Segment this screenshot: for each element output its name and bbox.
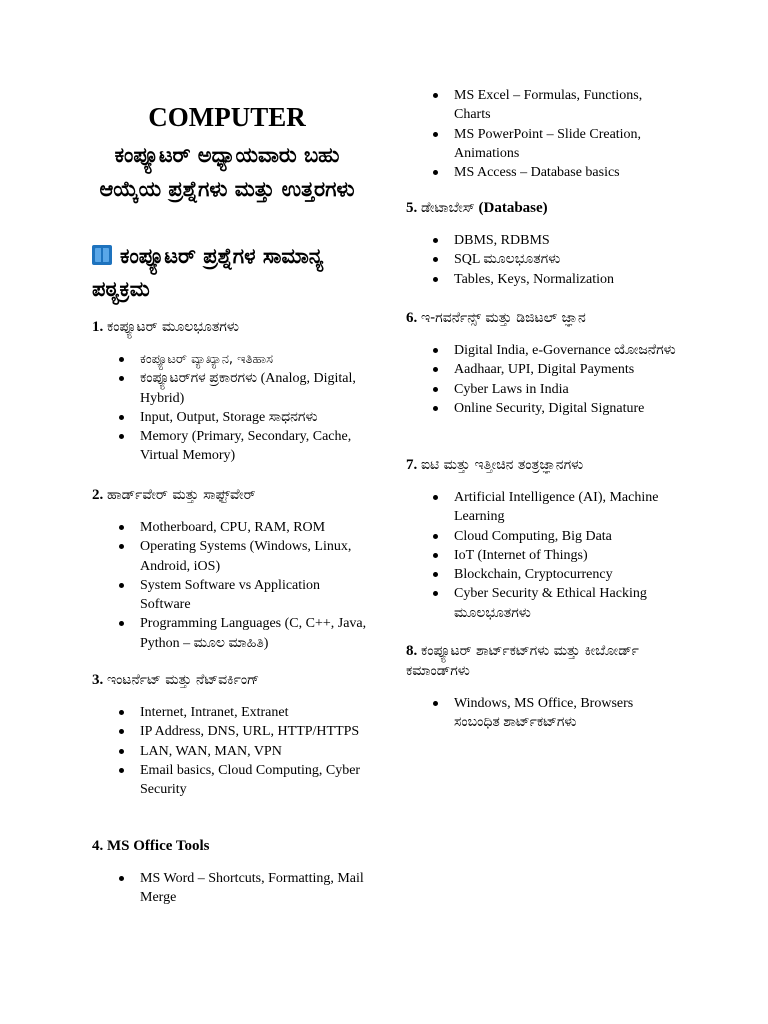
list-item: Input, Output, Storage ಸಾಧನಗಳು [140, 408, 367, 427]
list-item: Motherboard, CPU, RAM, ROM [140, 518, 367, 537]
section-list [92, 350, 367, 466]
list-item: System Software vs Application Software [140, 576, 367, 615]
list-item: SQL ಮೂಲಭೂತಗಳು [454, 250, 681, 269]
list-item: Email basics, Cloud Computing, Cyber Security [140, 761, 367, 800]
section-list [92, 869, 367, 908]
list-item: Cyber Security & Ethical Hacking ಮೂಲಭೂತಗಳು [454, 584, 681, 623]
section-title [92, 317, 367, 337]
section-4 [92, 836, 367, 908]
section-title-text: ಹಾರ್ಡ್‌ವೇರ್ ಮತ್ತು ಸಾಫ್ಟ್‌ವೇರ್ [107, 487, 256, 503]
document-title: COMPUTER [148, 102, 306, 132]
list-item: Aadhaar, UPI, Digital Payments [454, 360, 681, 379]
list-item: MS Excel – Formulas, Functions, Charts [454, 86, 681, 125]
section-number: 8. [406, 643, 418, 659]
section-title [92, 485, 367, 505]
section-number: 5. [406, 200, 418, 216]
section-title-text: ಡೇಟಾಬೇಸ್ [421, 200, 475, 216]
list-item: Digital India, e-Governance ಯೋಜನೆಗಳು [454, 341, 681, 360]
section-title [92, 670, 367, 690]
list-item: Programming Languages (C, C++, Java, Python – ಮೂಲ ಮಾಹಿತಿ) [140, 614, 367, 653]
syllabus-heading [92, 240, 372, 306]
syllabus-heading-text: ಕಂಪ್ಯೂಟರ್ ಪ್ರಶ್ನೆಗಳ ಸಾಮಾನ್ಯ ಪಠ್ಯಕ್ರಮ [92, 244, 324, 301]
section-title-text: ಇ-ಗವರ್ನೆನ್ಸ್ ಮತ್ತು ಡಿಜಿಟಲ್ ಜ್ಞಾನ [421, 310, 586, 326]
section-title [92, 836, 367, 856]
section-list [406, 231, 681, 289]
section-5 [406, 198, 681, 289]
section-number: 4. [92, 838, 104, 854]
section-number: 6. [406, 310, 418, 326]
section-list [406, 488, 681, 623]
section-title-text: ಕಂಪ್ಯೂಟರ್ ಮೂಲಭೂತಗಳು [107, 319, 239, 335]
list-item: ಕಂಪ್ಯೂಟರ್‌ಗಳ ಪ್ರಕಾರಗಳು (Analog, Digital, Hybrid) [140, 369, 367, 408]
section-number: 7. [406, 457, 418, 473]
section-title [406, 641, 666, 681]
section-4-continued [406, 86, 681, 182]
list-item: IP Address, DNS, URL, HTTP/HTTPS [140, 722, 367, 741]
section-title-extra: (Database) [478, 200, 548, 216]
section-8 [406, 641, 681, 733]
section-list [406, 341, 681, 418]
section-title-text: MS Office Tools [107, 838, 210, 854]
section-title [406, 455, 681, 475]
section-list [92, 703, 367, 799]
document-subtitle: ಕಂಪ್ಯೂಟರ್ ಅಧ್ಯಾಯವಾರು ಬಹು ಆಯ್ಕೆಯ ಪ್ರಶ್ನೆಗಳು ಮತ್ತು ಉತ್ತರಗಳು [99, 143, 355, 201]
list-item: Tables, Keys, Normalization [454, 270, 681, 289]
section-list [406, 86, 681, 182]
list-item: Memory (Primary, Secondary, Cache, Virtual Memory) [140, 427, 367, 466]
section-list [406, 694, 681, 733]
list-item: Online Security, Digital Signature [454, 399, 681, 418]
section-list [92, 518, 367, 653]
list-item: Cyber Laws in India [454, 380, 681, 399]
section-7 [406, 455, 681, 623]
section-6 [406, 308, 681, 418]
section-2 [92, 485, 367, 653]
section-title [406, 198, 681, 218]
list-item: DBMS, RDBMS [454, 231, 681, 250]
list-item: LAN, WAN, MAN, VPN [140, 742, 367, 761]
section-3 [92, 670, 367, 799]
list-item: Blockchain, Cryptocurrency [454, 565, 681, 584]
section-number: 1. [92, 319, 104, 335]
list-item: MS Word – Shortcuts, Formatting, Mail Merge [140, 869, 367, 908]
list-item: Windows, MS Office, Browsers ಸಂಬಂಧಿತ ಶಾರ್ಟ್‌ಕಟ್‌ಗಳು [454, 694, 681, 733]
section-number: 3. [92, 672, 104, 688]
section-title-text: ಇಂಟರ್ನೆಟ್ ಮತ್ತು ನೆಟ್‌ವರ್ಕಿಂಗ್ [107, 672, 260, 688]
list-item: Internet, Intranet, Extranet [140, 703, 367, 722]
section-title-text: ಐಟಿ ಮತ್ತು ಇತ್ತೀಚಿನ ತಂತ್ರಜ್ಞಾನಗಳು [421, 457, 584, 473]
list-item: MS Access – Database basics [454, 163, 681, 182]
list-item: MS PowerPoint – Slide Creation, Animations [454, 125, 681, 164]
section-title [406, 308, 681, 328]
section-number: 2. [92, 487, 104, 503]
list-item: Operating Systems (Windows, Linux, Android, iOS) [140, 537, 367, 576]
section-title-text: ಕಂಪ್ಯೂಟರ್ ಶಾರ್ಟ್‌ಕಟ್‌ಗಳು ಮತ್ತು ಕೀಬೋರ್ಡ್ ಕಮಾಂಡ್‌ಗಳು [406, 643, 639, 679]
list-item: Artificial Intelligence (AI), Machine Learning [454, 488, 681, 527]
list-item: IoT (Internet of Things) [454, 546, 681, 565]
book-icon [92, 245, 112, 265]
list-item: Cloud Computing, Big Data [454, 527, 681, 546]
list-item: ಕಂಪ್ಯೂಟರ್ ವ್ಯಾಖ್ಯಾನ, ಇತಿಹಾಸ [140, 350, 367, 369]
section-1 [92, 317, 367, 466]
